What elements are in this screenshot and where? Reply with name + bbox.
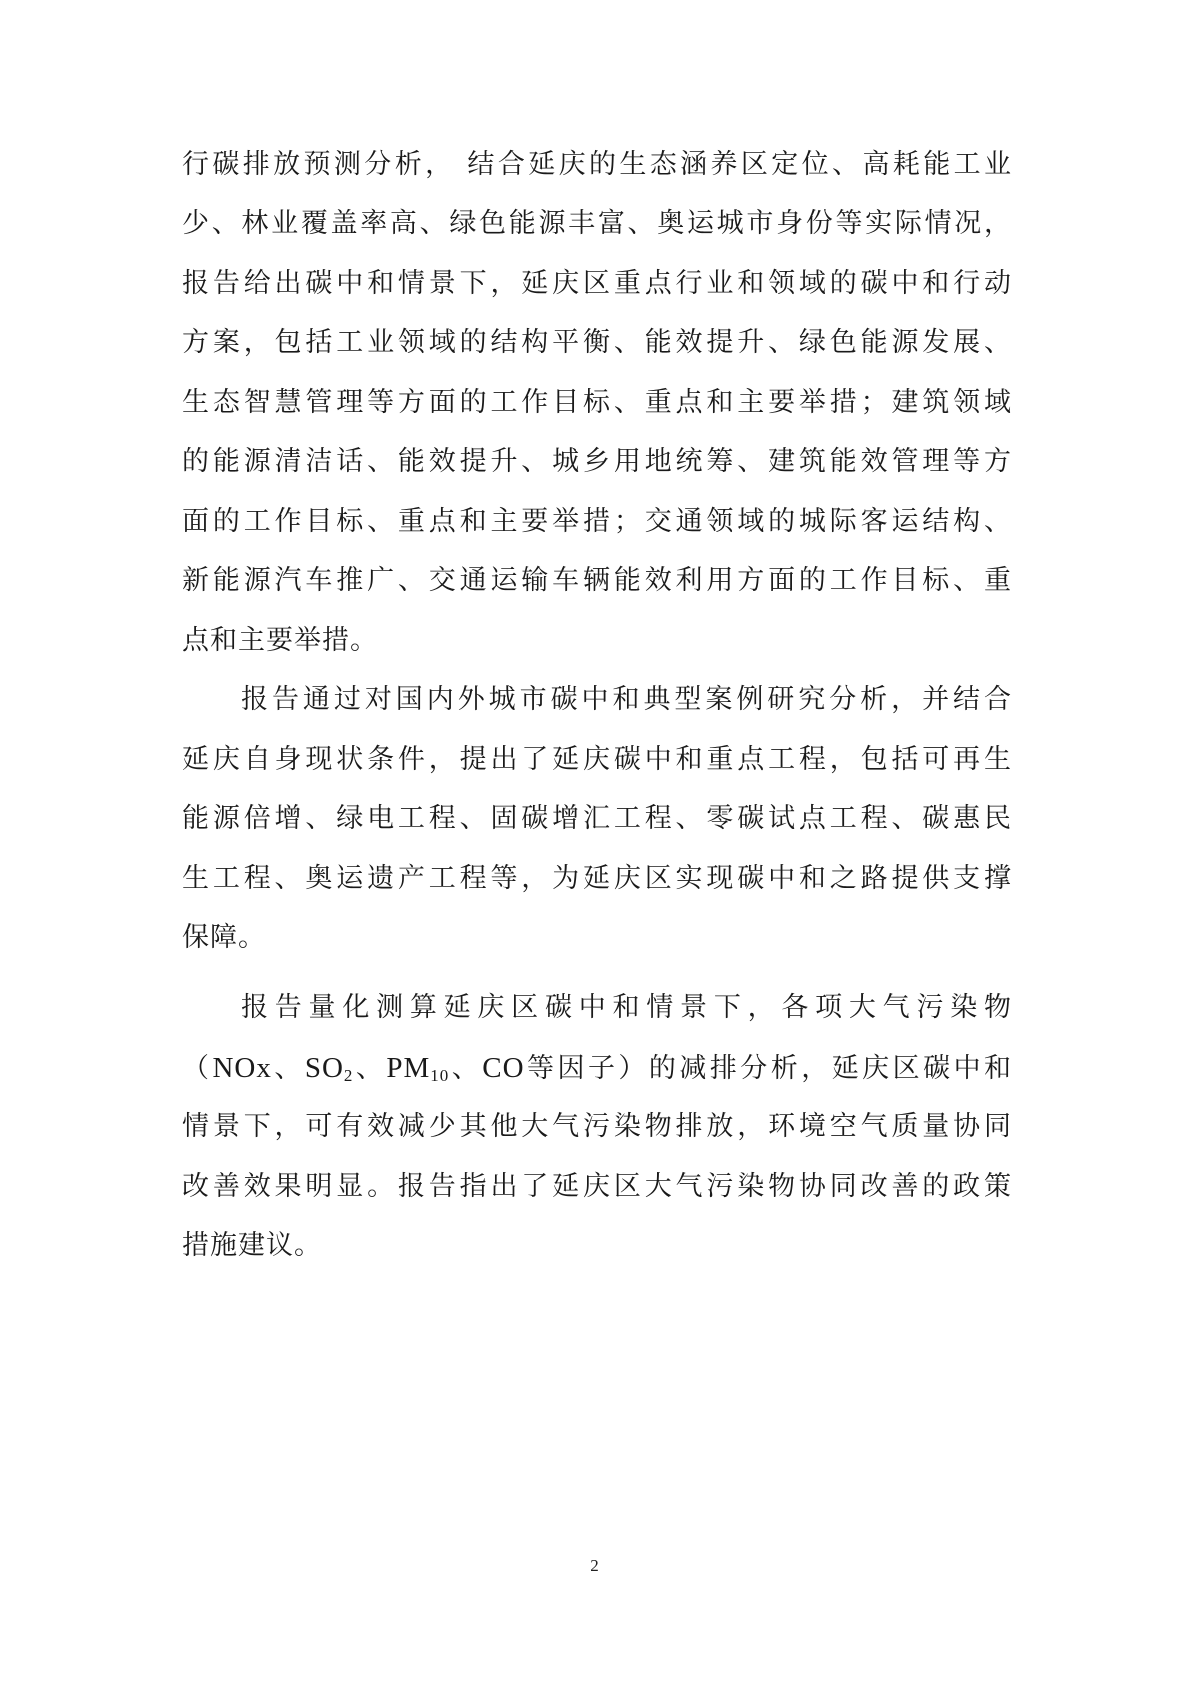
paragraph-1-line-7: 面的工作目标、重点和主要举措；交通领域的城际客运结构、	[182, 506, 1012, 537]
pollutant-line-rest: 等因子）的减排分析，延庆区碳中和	[524, 1053, 1013, 1084]
separator: 、	[271, 1053, 305, 1084]
paragraph-2-line-1: 报告通过对国内外城市碳中和典型案例研究分析，并结合	[241, 684, 1012, 715]
paragraph-3-line-4: 改善效果明显。报告指出了延庆区大气污染物协同改善的政策	[182, 1171, 1012, 1202]
paragraph-2-line-4: 生工程、奥运遗产工程等，为延庆区实现碳中和之路提供支撑	[182, 863, 1012, 894]
paragraph-1-line-2: 少、林业覆盖率高、绿色能源丰富、奥运城市身份等实际情况，	[182, 208, 1012, 239]
paragraph-1-line-5: 生态智慧管理等方面的工作目标、重点和主要举措；建筑领域	[182, 387, 1012, 418]
nox-label: NOx	[212, 1052, 272, 1084]
paragraph-1-line-3: 报告给出碳中和情景下，延庆区重点行业和领域的碳中和行动	[182, 268, 1012, 299]
so2-label: $SO_2$	[304, 1052, 354, 1085]
open-paren: （	[182, 1053, 213, 1084]
page-number: 2	[590, 1556, 599, 1575]
paragraph-3-line-1: 报告量化测算延庆区碳中和情景下，各项大气污染物	[241, 992, 1012, 1023]
separator: 、	[449, 1053, 483, 1084]
co-label: CO	[482, 1052, 525, 1084]
paragraph-3-line-3: 情景下，可有效减少其他大气污染物排放，环境空气质量协同	[182, 1111, 1012, 1142]
paragraph-1-line-6: 的能源清洁话、能效提升、城乡用地统筹、建筑能效管理等方	[182, 446, 1012, 477]
paragraph-1-line-9: 点和主要举措。	[182, 625, 378, 656]
paragraph-2-line-2: 延庆自身现状条件，提出了延庆碳中和重点工程，包括可再生	[182, 744, 1012, 775]
paragraph-2-line-3: 能源倍增、绿电工程、固碳增汇工程、零碳试点工程、碳惠民	[182, 803, 1012, 834]
paragraph-1-line-4: 方案，包括工业领域的结构平衡、能效提升、绿色能源发展、	[182, 327, 1012, 358]
paragraph-1-line-1: 行碳排放预测分析， 结合延庆的生态涵养区定位、高耗能工业	[182, 149, 1012, 180]
paragraph-2-line-5: 保障。	[182, 922, 266, 953]
pm10-label: $PM_{10}$	[386, 1052, 450, 1085]
separator: 、	[353, 1053, 387, 1084]
paragraph-3-line-2	[182, 1048, 1012, 1088]
paragraph-3-line-5: 措施建议。	[182, 1230, 322, 1261]
paragraph-1-line-8: 新能源汽车推广、交通运输车辆能效利用方面的工作目标、重	[182, 565, 1012, 596]
